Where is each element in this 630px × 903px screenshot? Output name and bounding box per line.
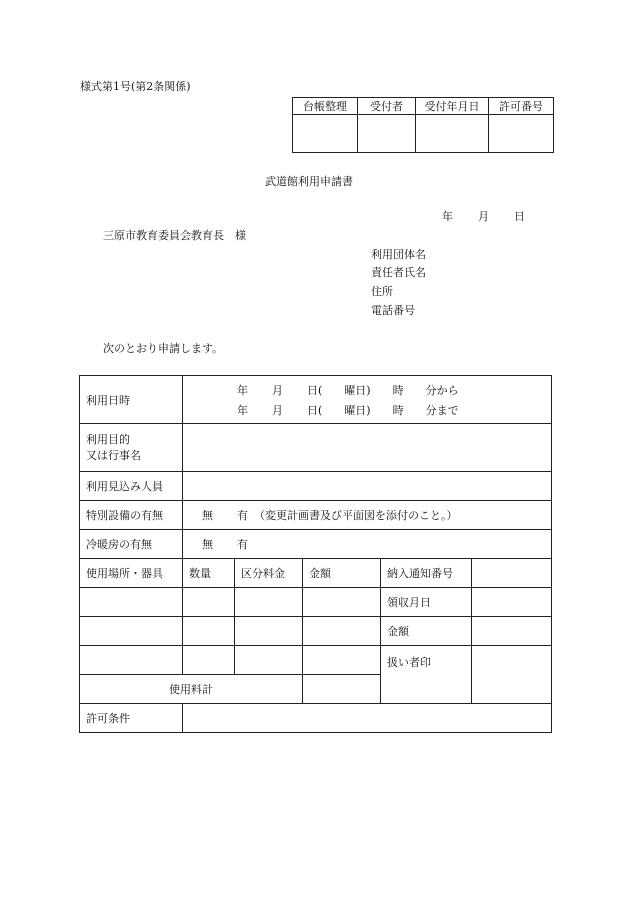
payment-amount-label: 金額 [381, 617, 472, 646]
permit-conditions-label: 許可条件 [80, 704, 183, 733]
place-cell-2[interactable] [80, 617, 183, 646]
col-header-place: 使用場所・器具 [80, 559, 183, 588]
office-col-permit-number: 許可番号 [489, 98, 554, 115]
special-equipment-yes[interactable]: 有 [237, 509, 248, 522]
class-fee-cell-2[interactable] [235, 617, 303, 646]
usage-datetime-from: 年 月 日( 曜日) 時 分から [237, 383, 459, 397]
special-equipment-label: 特別設備の有無 [80, 501, 183, 530]
amount-cell-1[interactable] [303, 588, 381, 617]
application-table [79, 375, 552, 733]
special-equipment-note: （変更計画書及び平面図を添付のこと。） [254, 509, 458, 522]
heating-cooling-none[interactable]: 無 [202, 538, 213, 551]
quantity-cell-1[interactable] [183, 588, 235, 617]
usage-datetime-to: 年 月 日( 曜日) 時 分まで [237, 403, 459, 417]
applicant-org-name-label: 利用団体名 [371, 248, 426, 261]
date-day: 日 [514, 210, 525, 223]
applicant-responsible-name-label: 責任者氏名 [371, 266, 426, 279]
col-header-amount: 金額 [303, 559, 381, 588]
col-header-quantity: 数量 [183, 559, 235, 588]
date-year: 年 [442, 210, 453, 223]
amount-cell-2[interactable] [303, 617, 381, 646]
quantity-cell-2[interactable] [183, 617, 235, 646]
special-equipment-none[interactable]: 無 [202, 509, 213, 522]
heating-cooling-cell[interactable] [183, 530, 552, 559]
heating-cooling-label: 冷暖房の有無 [80, 530, 183, 559]
form-number: 様式第1号(第2条関係) [80, 80, 191, 93]
applicant-phone-label: 電話番号 [371, 304, 415, 317]
office-cell-permit-number[interactable] [489, 115, 554, 153]
date-month: 月 [478, 210, 489, 223]
purpose-label: 利用目的 又は行事名 [80, 424, 183, 472]
intro-text: 次のとおり申請します。 [103, 342, 224, 355]
office-use-table [292, 97, 554, 153]
permit-conditions-cell[interactable] [183, 704, 552, 733]
expected-people-label: 利用見込み人員 [80, 472, 183, 501]
receipt-date-label: 領収月日 [381, 588, 472, 617]
usage-datetime-cell[interactable] [183, 376, 552, 424]
expected-people-input-cell[interactable] [183, 472, 552, 501]
office-cell-received-date[interactable] [416, 115, 489, 153]
col-header-class-fee: 区分料金 [235, 559, 303, 588]
office-col-received-date: 受付年月日 [416, 98, 489, 115]
handler-seal-cell[interactable] [472, 646, 552, 704]
class-fee-cell-1[interactable] [235, 588, 303, 617]
usage-datetime-label: 利用日時 [80, 376, 183, 424]
notice-number-label: 納入通知番号 [381, 559, 472, 588]
quantity-cell-3[interactable] [183, 646, 235, 675]
office-cell-receiver[interactable] [358, 115, 416, 153]
usage-fee-total-label: 使用料計 [80, 675, 303, 704]
receipt-date-cell[interactable] [472, 588, 552, 617]
place-cell-1[interactable] [80, 588, 183, 617]
class-fee-cell-3[interactable] [235, 646, 303, 675]
usage-fee-total-cell[interactable] [303, 675, 381, 704]
amount-cell-3[interactable] [303, 646, 381, 675]
payment-amount-cell[interactable] [472, 617, 552, 646]
notice-number-cell[interactable] [472, 559, 552, 588]
purpose-input-cell[interactable] [183, 424, 552, 472]
document-title: 武道館利用申請書 [265, 175, 353, 188]
handler-seal-label: 扱い者印 [381, 646, 472, 704]
office-col-ledger: 台帳整理 [293, 98, 358, 115]
heating-cooling-yes[interactable]: 有 [237, 538, 248, 551]
date-line [442, 211, 525, 222]
applicant-address-label: 住所 [371, 285, 393, 298]
office-col-receiver: 受付者 [358, 98, 416, 115]
place-cell-3[interactable] [80, 646, 183, 675]
special-equipment-cell[interactable] [183, 501, 552, 530]
addressee: 三原市教育委員会教育長 様 [103, 229, 246, 242]
office-cell-ledger[interactable] [293, 115, 358, 153]
